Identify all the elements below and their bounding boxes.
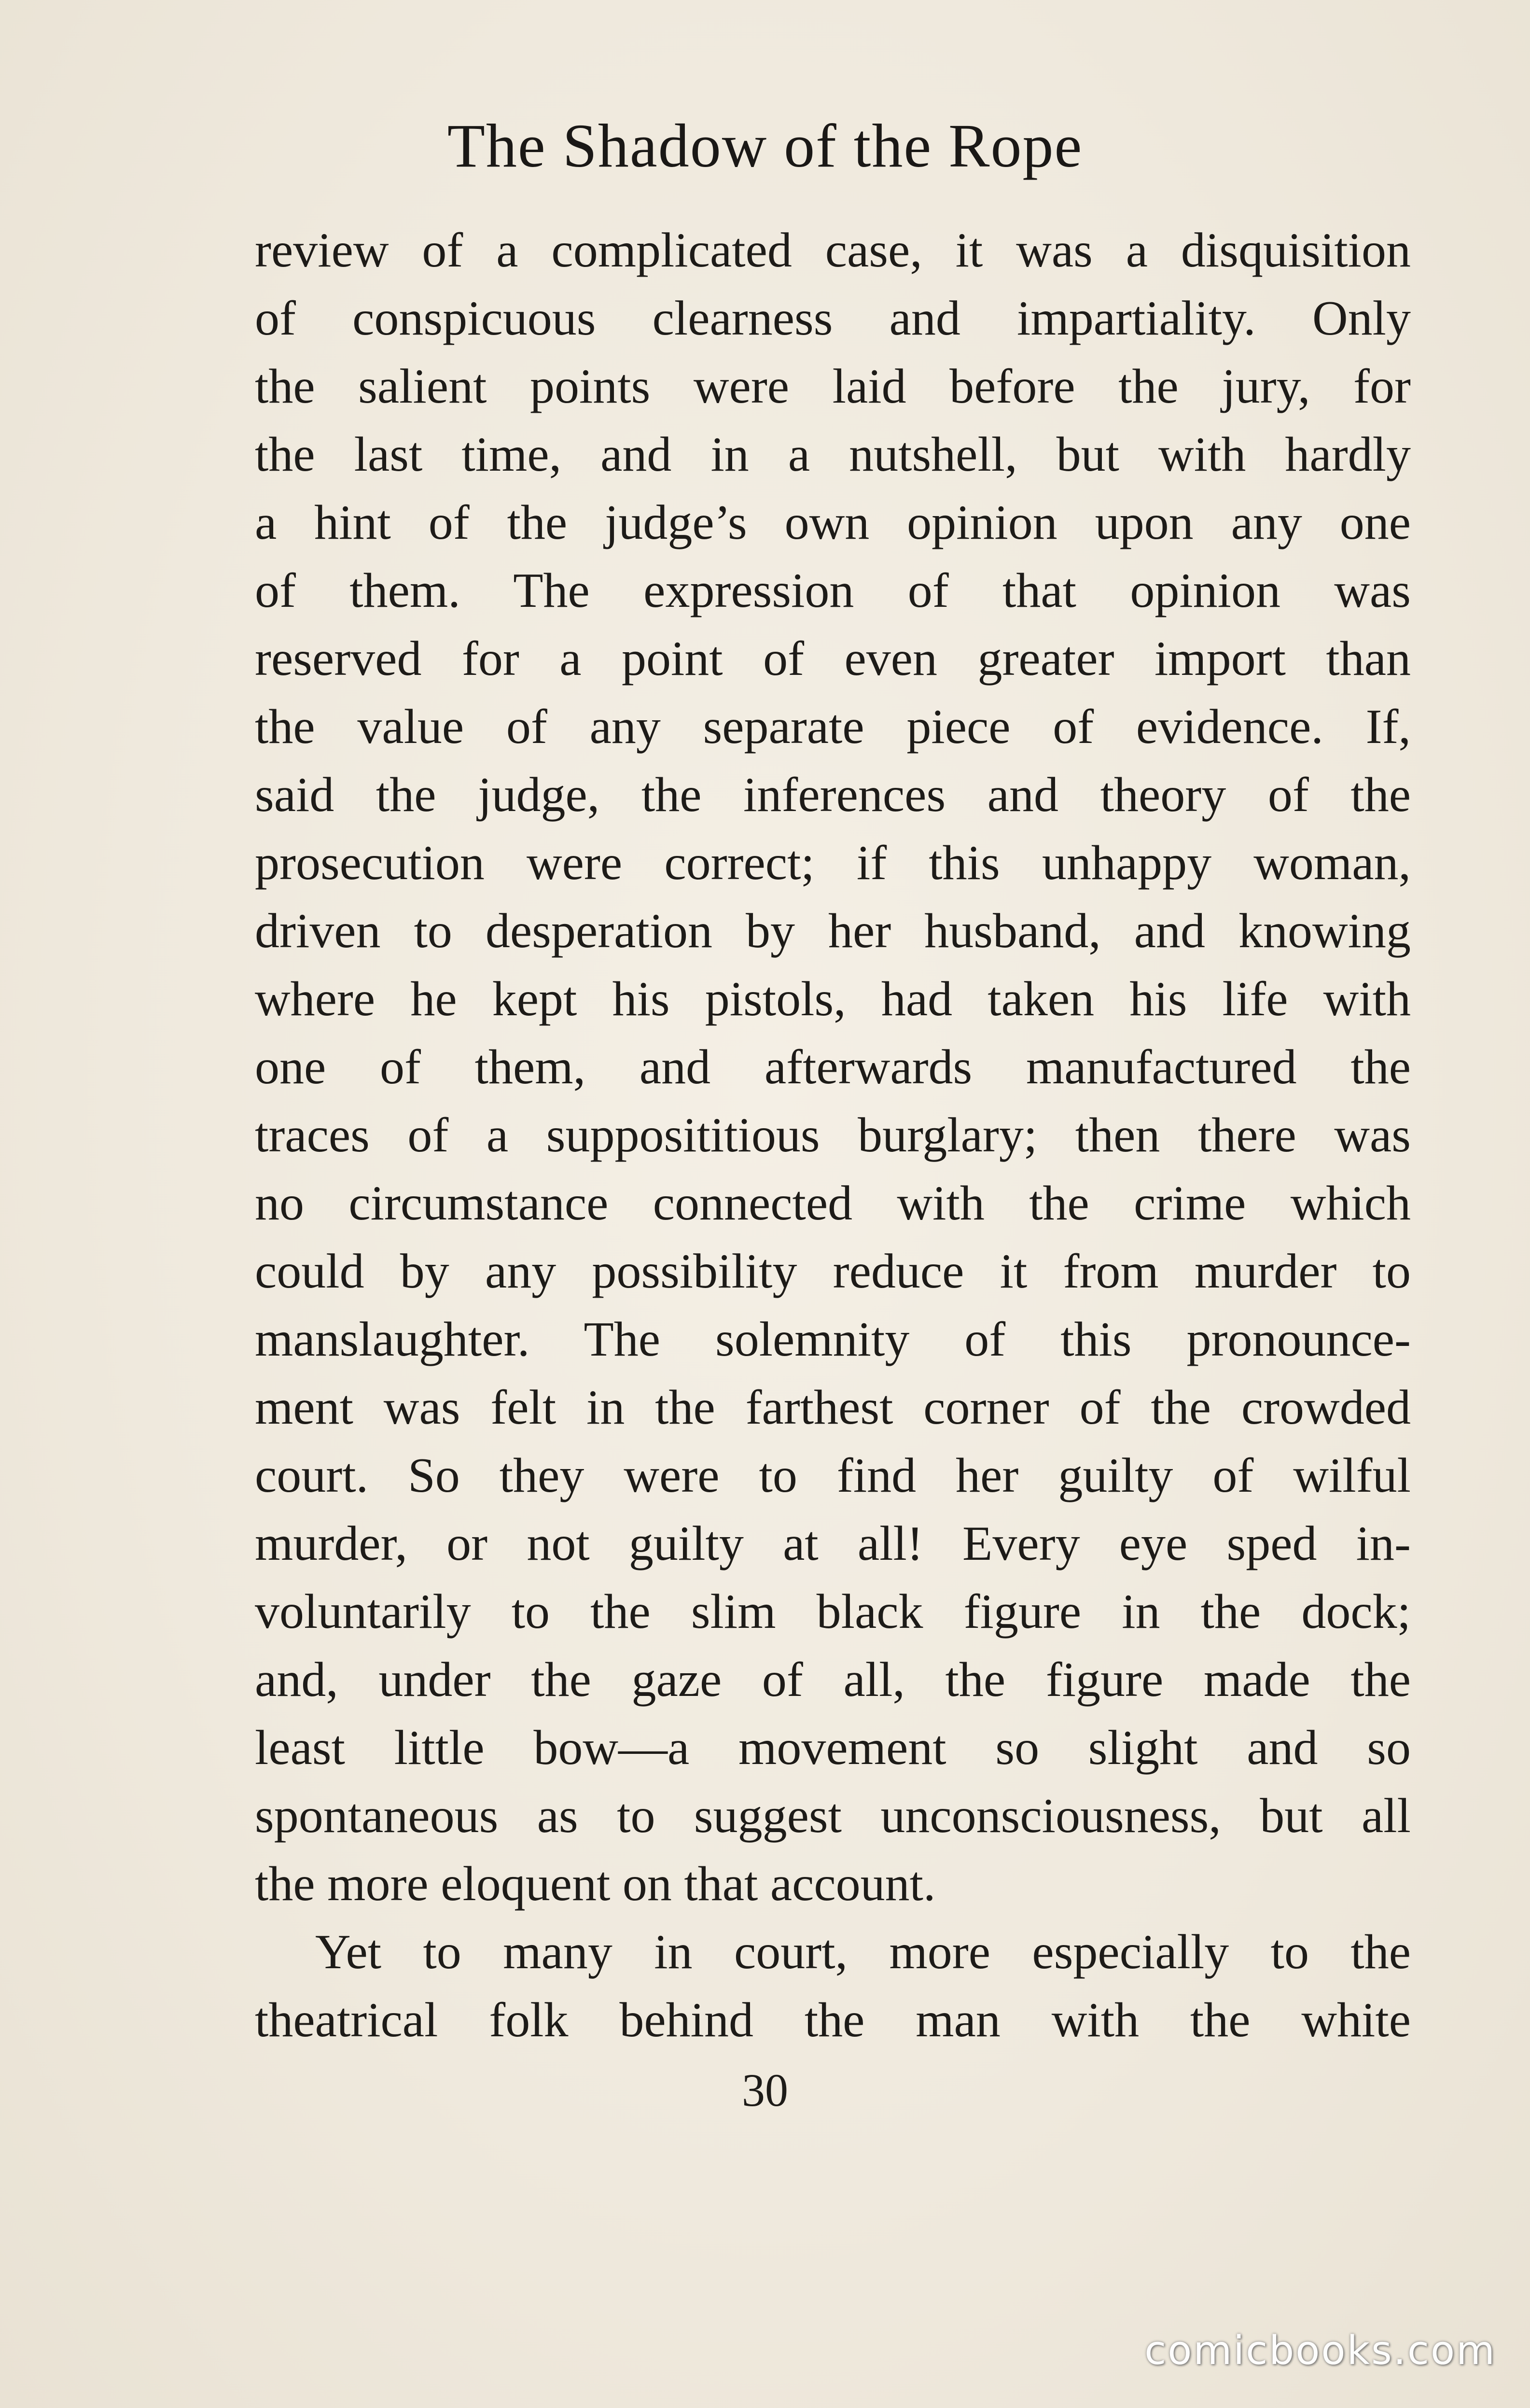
page-number: 30	[742, 2064, 788, 2116]
running-head: The Shadow of the Rope	[447, 112, 1083, 180]
text-line: could by any possibility reduce it from murder to	[255, 1244, 1411, 1299]
text-line: where he kept his pistols, had taken his life with	[255, 972, 1411, 1026]
text-line: Yet to many in court, more especially to the	[315, 1925, 1411, 1979]
text-line: voluntarily to the slim black figure in the dock;	[255, 1584, 1411, 1639]
text-line: traces of a supposititious burglary; then there was	[255, 1108, 1411, 1162]
text-line: theatrical folk behind the man with the white	[255, 1993, 1411, 2047]
text-line: spontaneous as to suggest unconsciousness, but all	[255, 1789, 1411, 1843]
text-line: driven to desperation by her husband, and knowing	[255, 904, 1411, 958]
text-line: court. So they were to find her guilty of wilful	[255, 1448, 1411, 1503]
body-text	[255, 216, 1411, 2054]
text-line: the salient points were laid before the jury, for	[255, 359, 1411, 414]
text-line: no circumstance connected with the crime which	[255, 1176, 1411, 1231]
text-line: one of them, and afterwards manufactured the	[255, 1040, 1411, 1094]
text-line: ment was felt in the farthest corner of the crowded	[255, 1380, 1411, 1435]
text-line: said the judge, the inferences and theory of the	[255, 768, 1411, 822]
text-line: the value of any separate piece of evidence. If,	[255, 700, 1411, 754]
text-line: a hint of the judge’s own opinion upon any one	[255, 495, 1411, 550]
text-line: review of a complicated case, it was a disquisition	[255, 223, 1411, 278]
watermark: comicbooks.com	[1144, 2328, 1496, 2374]
paragraph-2	[255, 1918, 1411, 2054]
paragraph-1	[255, 216, 1411, 1918]
text-line: murder, or not guilty at all! Every eye sped in-	[255, 1516, 1411, 1571]
text-line: the more eloquent on that account.	[255, 1857, 936, 1911]
text-line: of conspicuous clearness and impartiality. Only	[255, 291, 1411, 346]
text-line: the last time, and in a nutshell, but with hardly	[255, 427, 1411, 482]
text-line: manslaughter. The solemnity of this pronounce-	[255, 1312, 1411, 1367]
text-line: prosecution were correct; if this unhappy woman,	[255, 836, 1411, 890]
text-line: least little bow—a movement so slight and so	[255, 1721, 1411, 1775]
text-line: and, under the gaze of all, the figure made the	[255, 1652, 1411, 1707]
text-line: reserved for a point of even greater import than	[255, 631, 1411, 686]
text-line: of them. The expression of that opinion was	[255, 563, 1411, 618]
